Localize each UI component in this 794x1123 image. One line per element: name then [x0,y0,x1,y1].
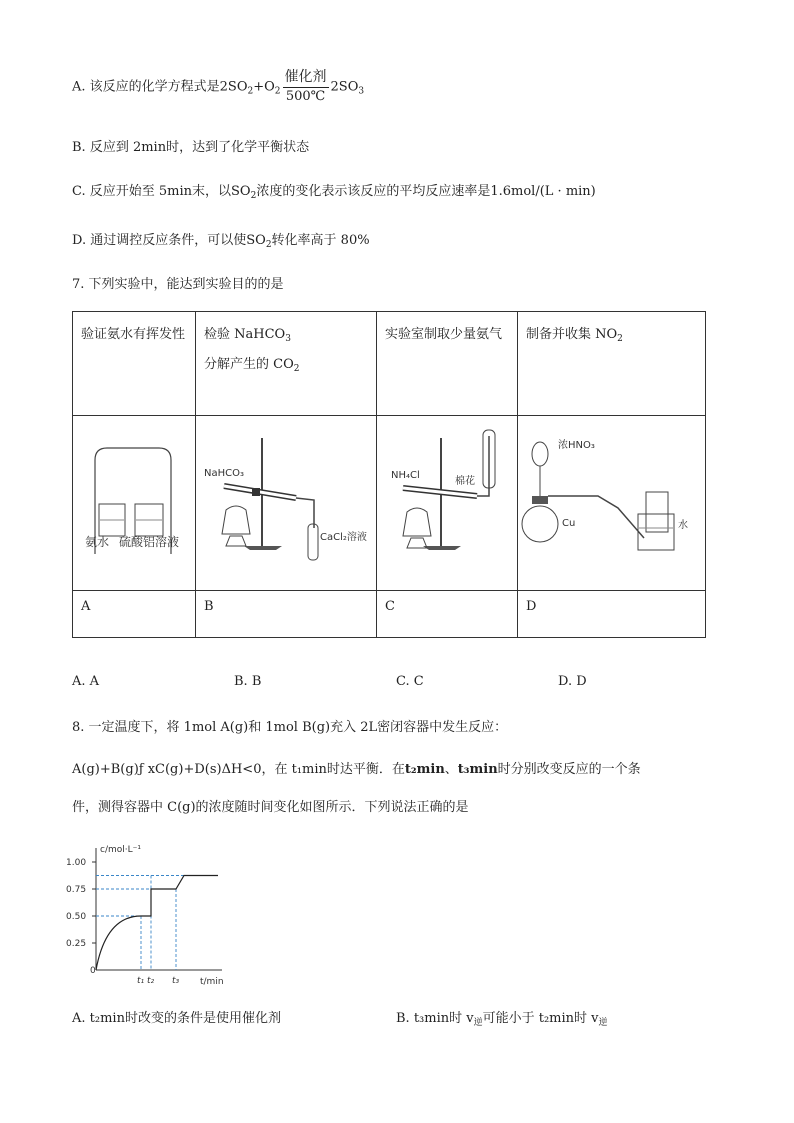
label-cacl2: CaCl₂溶液 [320,532,367,543]
label-hno3: 浓HNO₃ [558,440,595,451]
label-nahco3: NaHCO₃ [204,468,244,479]
label-nh4cl: NH₄Cl [391,470,420,481]
experiment-table [72,311,706,638]
figure-a-cell [73,416,196,591]
concentration-chart [62,838,242,988]
y-tick-0.75: 0.75 [66,885,87,895]
q6-option-d: D. 通过调控反应条件，可以使$SO_2$转化率高于 80% [72,233,370,250]
q8-option-b: B. t₃min时 $v_逆$可能小于 t₂min时 $v_逆$ [396,1011,608,1028]
label-water: 水 [678,520,688,531]
q8-line3: 件，测得容器中 C(g)的浓度随时间变化如图所示．下列说法正确的是 [72,800,469,815]
letter-a: A [73,591,196,638]
q6-option-a: A. 该反应的化学方程式是$2SO_2+O_2$ $\frac{\text{催化剂}}{500℃}$ $2SO_3$ [72,68,364,106]
figure-b-cell [196,416,377,591]
y-tick-labels [66,858,96,976]
q6-option-c: C. 反应开始至 5min末，以$SO_2$浓度的变化表示该反应的平均反应速率是1.6mol/(L · min) [72,184,596,201]
q8-stem: 8. 一定温度下，将 1mol A(g)和 1mol B(g)充入 2L密闭容器中发生反应： [72,720,508,735]
figure-a-beakers [73,416,195,586]
label-cotton: 棉花 [455,476,475,487]
figure-b-apparatus [196,416,376,586]
q7-choice-a: A. A [72,674,100,689]
x-tick-t₃: t₃ [172,976,180,986]
x-tick-t₁: t₁ [137,976,145,986]
header-c: 实验室制取少量氨气 [377,312,518,416]
label-cu: Cu [562,518,576,529]
series-c-line [96,876,218,971]
x-tick-t₂: t₂ [147,976,155,986]
header-d: 制备并收集 $NO_2$ [518,312,706,416]
y-axis-label: c/mol·L⁻¹ [100,845,141,855]
y-tick-1.00: 1.00 [66,858,87,868]
q8-equation-line: A(g)+B(g)ƒ xC(g)+D(s)ΔH<0，在 t₁min时达平衡．在t₂min、t₃min时分别改变反应的一个条 [72,762,641,777]
figure-d-apparatus [518,416,705,586]
x-tick-labels [137,976,180,986]
q7-choice-d: D. D [558,674,587,689]
q8-option-a: A. t₂min时改变的条件是使用催化剂 [72,1011,281,1026]
dashed-guides [96,876,184,971]
q7-choice-c: C. C [396,674,424,689]
q7-choice-b: B. B [234,674,262,689]
catalyst-fraction: $\frac{\text{催化剂}}{500℃}$ [283,66,329,104]
q7-stem: 7. 下列实验中，能达到实验目的的是 [72,277,284,292]
figure-d-cell [518,416,706,591]
q6-option-b: B. 反应到 2min时，达到了化学平衡状态 [72,140,310,155]
label-ammonia: 氨水 [85,535,110,549]
y-tick-0.50: 0.50 [66,912,87,922]
header-b: 检验 NaHCO$_3$ 分解产生的 $CO_2$ [196,312,377,416]
figure-c-apparatus [377,416,517,586]
label-aluminum-sulfate: 硫酸铝溶液 [119,535,180,549]
y-tick-0: 0 [90,966,96,976]
header-a: 验证氨水有挥发性 [73,312,196,416]
letter-c: C [377,591,518,638]
figure-c-cell [377,416,518,591]
x-axis-label: t/min [200,977,224,987]
y-tick-0.25: 0.25 [66,939,87,949]
letter-b: B [196,591,377,638]
letter-d: D [518,591,706,638]
